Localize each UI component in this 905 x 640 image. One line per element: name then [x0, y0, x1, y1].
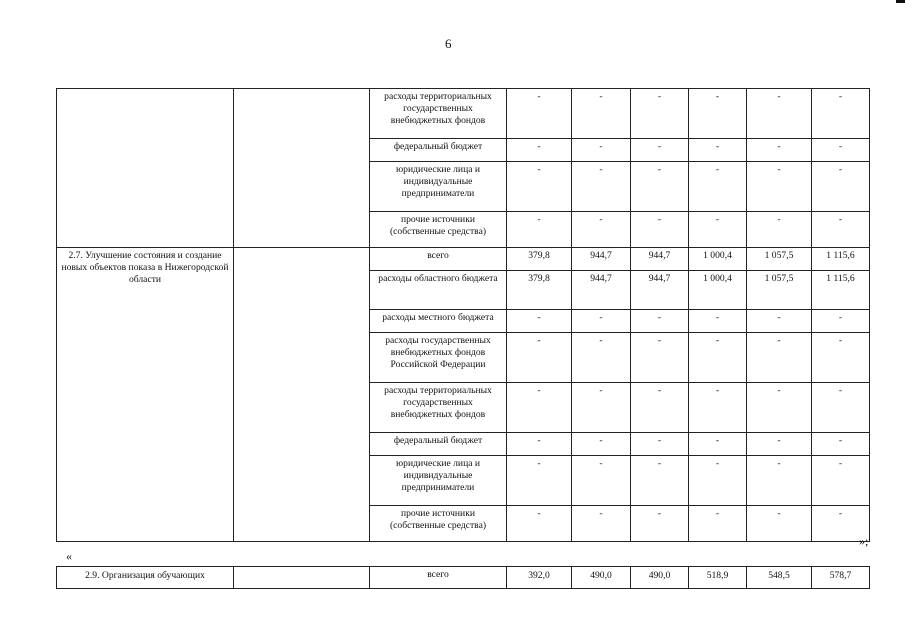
value-cell: -	[747, 212, 812, 248]
value-cell: -	[747, 383, 812, 433]
budget-table-top	[56, 88, 870, 542]
value-cell: -	[507, 89, 572, 139]
opening-quote-mark: «	[66, 549, 72, 563]
empty-cell	[234, 567, 370, 589]
value-cell: -	[747, 162, 812, 212]
value-cell: -	[812, 139, 870, 162]
value-cell: -	[689, 212, 747, 248]
value-cell: -	[631, 333, 689, 383]
value-cell: -	[631, 506, 689, 542]
budget-table-bottom	[56, 566, 870, 589]
value-cell: 944,7	[572, 248, 631, 271]
value-cell: -	[689, 506, 747, 542]
value-cell: 944,7	[572, 271, 631, 310]
value-cell: -	[507, 433, 572, 456]
source-cell: юридические лица и индивидуальные предприниматели	[370, 162, 507, 212]
value-cell: -	[812, 162, 870, 212]
source-cell: федеральный бюджет	[370, 433, 507, 456]
source-cell: всего	[370, 567, 507, 589]
closing-quote-mark: »;	[859, 534, 869, 548]
value-cell: -	[631, 139, 689, 162]
source-cell: прочие источники (собственные средства)	[370, 506, 507, 542]
value-cell: -	[572, 139, 631, 162]
value-cell: -	[689, 310, 747, 333]
value-cell: -	[747, 506, 812, 542]
value-cell: -	[689, 383, 747, 433]
value-cell: 379,8	[507, 248, 572, 271]
value-cell: -	[812, 433, 870, 456]
value-cell: -	[689, 433, 747, 456]
value-cell: -	[507, 212, 572, 248]
value-cell: -	[631, 162, 689, 212]
value-cell: 392,0	[507, 567, 572, 589]
value-cell: -	[689, 139, 747, 162]
value-cell: 518,9	[689, 567, 747, 589]
value-cell: -	[507, 310, 572, 333]
value-cell: -	[631, 456, 689, 506]
table-row	[57, 89, 870, 139]
value-cell: -	[747, 310, 812, 333]
value-cell: -	[507, 162, 572, 212]
source-cell: прочие источники (собственные средства)	[370, 212, 507, 248]
value-cell: -	[572, 310, 631, 333]
source-cell: всего	[370, 248, 507, 271]
value-cell: -	[689, 333, 747, 383]
value-cell: -	[572, 212, 631, 248]
value-cell: -	[572, 456, 631, 506]
table-row	[57, 567, 870, 589]
value-cell: 1 000,4	[689, 248, 747, 271]
value-cell: -	[812, 212, 870, 248]
value-cell: -	[689, 162, 747, 212]
value-cell: 1 115,6	[812, 248, 870, 271]
item-name-cell: 2.7. Улучшение состояния и создание новых объектов показа в Нижегородской области	[57, 248, 234, 542]
value-cell: 1 115,6	[812, 271, 870, 310]
value-cell: -	[812, 333, 870, 383]
value-cell: -	[572, 89, 631, 139]
value-cell: 379,8	[507, 271, 572, 310]
value-cell: -	[572, 433, 631, 456]
empty-cell	[234, 248, 370, 542]
value-cell: -	[572, 383, 631, 433]
value-cell: 944,7	[631, 271, 689, 310]
value-cell: -	[507, 333, 572, 383]
value-cell: -	[689, 89, 747, 139]
source-cell: федеральный бюджет	[370, 139, 507, 162]
value-cell: -	[572, 162, 631, 212]
empty-cell	[234, 89, 370, 248]
value-cell: -	[631, 310, 689, 333]
value-cell: -	[747, 433, 812, 456]
value-cell: -	[507, 139, 572, 162]
source-cell: юридические лица и индивидуальные предприниматели	[370, 456, 507, 506]
source-cell: расходы местного бюджета	[370, 310, 507, 333]
value-cell: -	[631, 383, 689, 433]
table-row	[57, 248, 870, 271]
source-cell: расходы территориальных государственных внебюджетных фондов	[370, 89, 507, 139]
value-cell: -	[747, 139, 812, 162]
source-cell: расходы государственных внебюджетных фондов Российской Федерации	[370, 333, 507, 383]
value-cell: -	[812, 89, 870, 139]
value-cell: 1 057,5	[747, 248, 812, 271]
value-cell: 944,7	[631, 248, 689, 271]
value-cell: -	[812, 456, 870, 506]
value-cell: -	[631, 89, 689, 139]
value-cell: -	[747, 456, 812, 506]
value-cell: 1 000,4	[689, 271, 747, 310]
empty-cell	[57, 89, 234, 248]
value-cell: -	[747, 89, 812, 139]
value-cell: -	[631, 433, 689, 456]
value-cell: -	[572, 333, 631, 383]
source-cell: расходы территориальных государственных внебюджетных фондов	[370, 383, 507, 433]
page-number: 6	[445, 36, 452, 51]
value-cell: 1 057,5	[747, 271, 812, 310]
value-cell: -	[572, 506, 631, 542]
value-cell: -	[689, 456, 747, 506]
item-name-cell: 2.9. Организация обучающих	[57, 567, 234, 589]
value-cell: -	[507, 506, 572, 542]
value-cell: -	[812, 383, 870, 433]
value-cell: -	[507, 456, 572, 506]
value-cell: -	[747, 333, 812, 383]
source-cell: расходы областного бюджета	[370, 271, 507, 310]
value-cell: -	[812, 506, 870, 542]
value-cell: -	[631, 212, 689, 248]
budget-table-body	[57, 89, 870, 542]
value-cell: 578,7	[812, 567, 870, 589]
value-cell: -	[507, 383, 572, 433]
value-cell: 490,0	[631, 567, 689, 589]
value-cell: 548,5	[747, 567, 812, 589]
value-cell: 490,0	[572, 567, 631, 589]
value-cell: -	[812, 310, 870, 333]
corner-mark	[896, 0, 905, 3]
